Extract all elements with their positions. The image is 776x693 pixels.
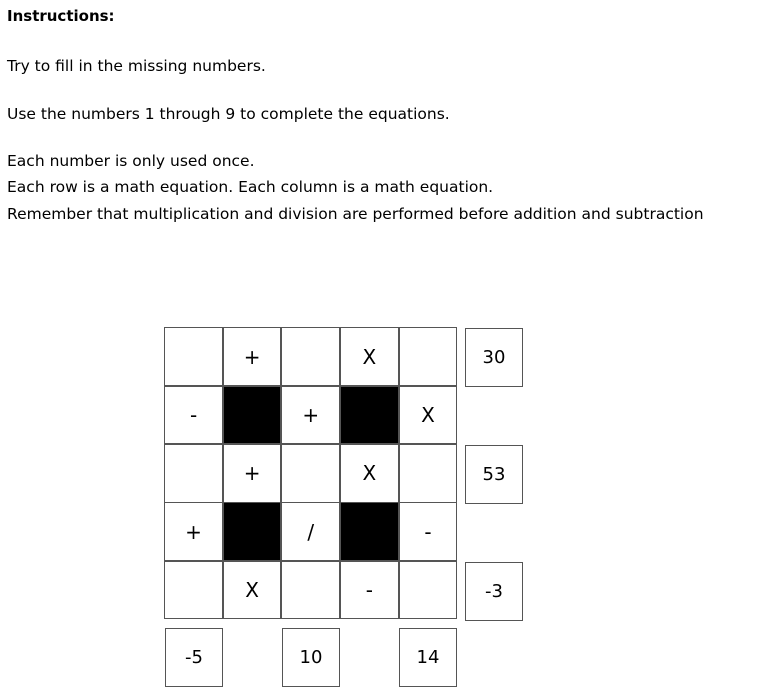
number-cell[interactable]: [281, 561, 340, 620]
operator-cell: X: [340, 444, 399, 503]
row-result: -3: [465, 562, 523, 621]
number-cell[interactable]: [399, 444, 458, 503]
number-cell[interactable]: [399, 561, 458, 620]
instruction-line: Each row is a math equation. Each column is a math equation.: [7, 178, 494, 196]
instruction-line: Each number is only used once.: [7, 152, 255, 170]
black-cell: [340, 386, 399, 445]
number-cell[interactable]: [399, 327, 458, 386]
instructions-title: Instructions:: [7, 7, 115, 25]
instruction-line: Use the numbers 1 through 9 to complete the equations.: [7, 105, 450, 123]
operator-cell: -: [399, 502, 458, 561]
number-cell[interactable]: [281, 444, 340, 503]
operator-cell: +: [223, 444, 282, 503]
operator-cell: X: [399, 386, 458, 445]
number-cell[interactable]: [164, 561, 223, 620]
number-cell[interactable]: [281, 327, 340, 386]
number-cell[interactable]: [164, 327, 223, 386]
black-cell: [223, 386, 282, 445]
instruction-line: Try to fill in the missing numbers.: [7, 57, 266, 75]
operator-cell: /: [281, 502, 340, 561]
instruction-line: Remember that multiplication and division are performed before addition and subtraction: [7, 205, 704, 223]
operator-cell: +: [164, 502, 223, 561]
operator-cell: +: [223, 327, 282, 386]
column-result: 14: [399, 628, 457, 687]
operator-cell: X: [340, 327, 399, 386]
operator-cell: -: [164, 386, 223, 445]
black-cell: [340, 502, 399, 561]
row-result: 53: [465, 445, 523, 504]
column-result: -5: [165, 628, 223, 687]
operator-cell: X: [223, 561, 282, 620]
operator-cell: -: [340, 561, 399, 620]
operator-cell: +: [281, 386, 340, 445]
row-result: 30: [465, 328, 523, 387]
column-result: 10: [282, 628, 340, 687]
black-cell: [223, 502, 282, 561]
number-cell[interactable]: [164, 444, 223, 503]
